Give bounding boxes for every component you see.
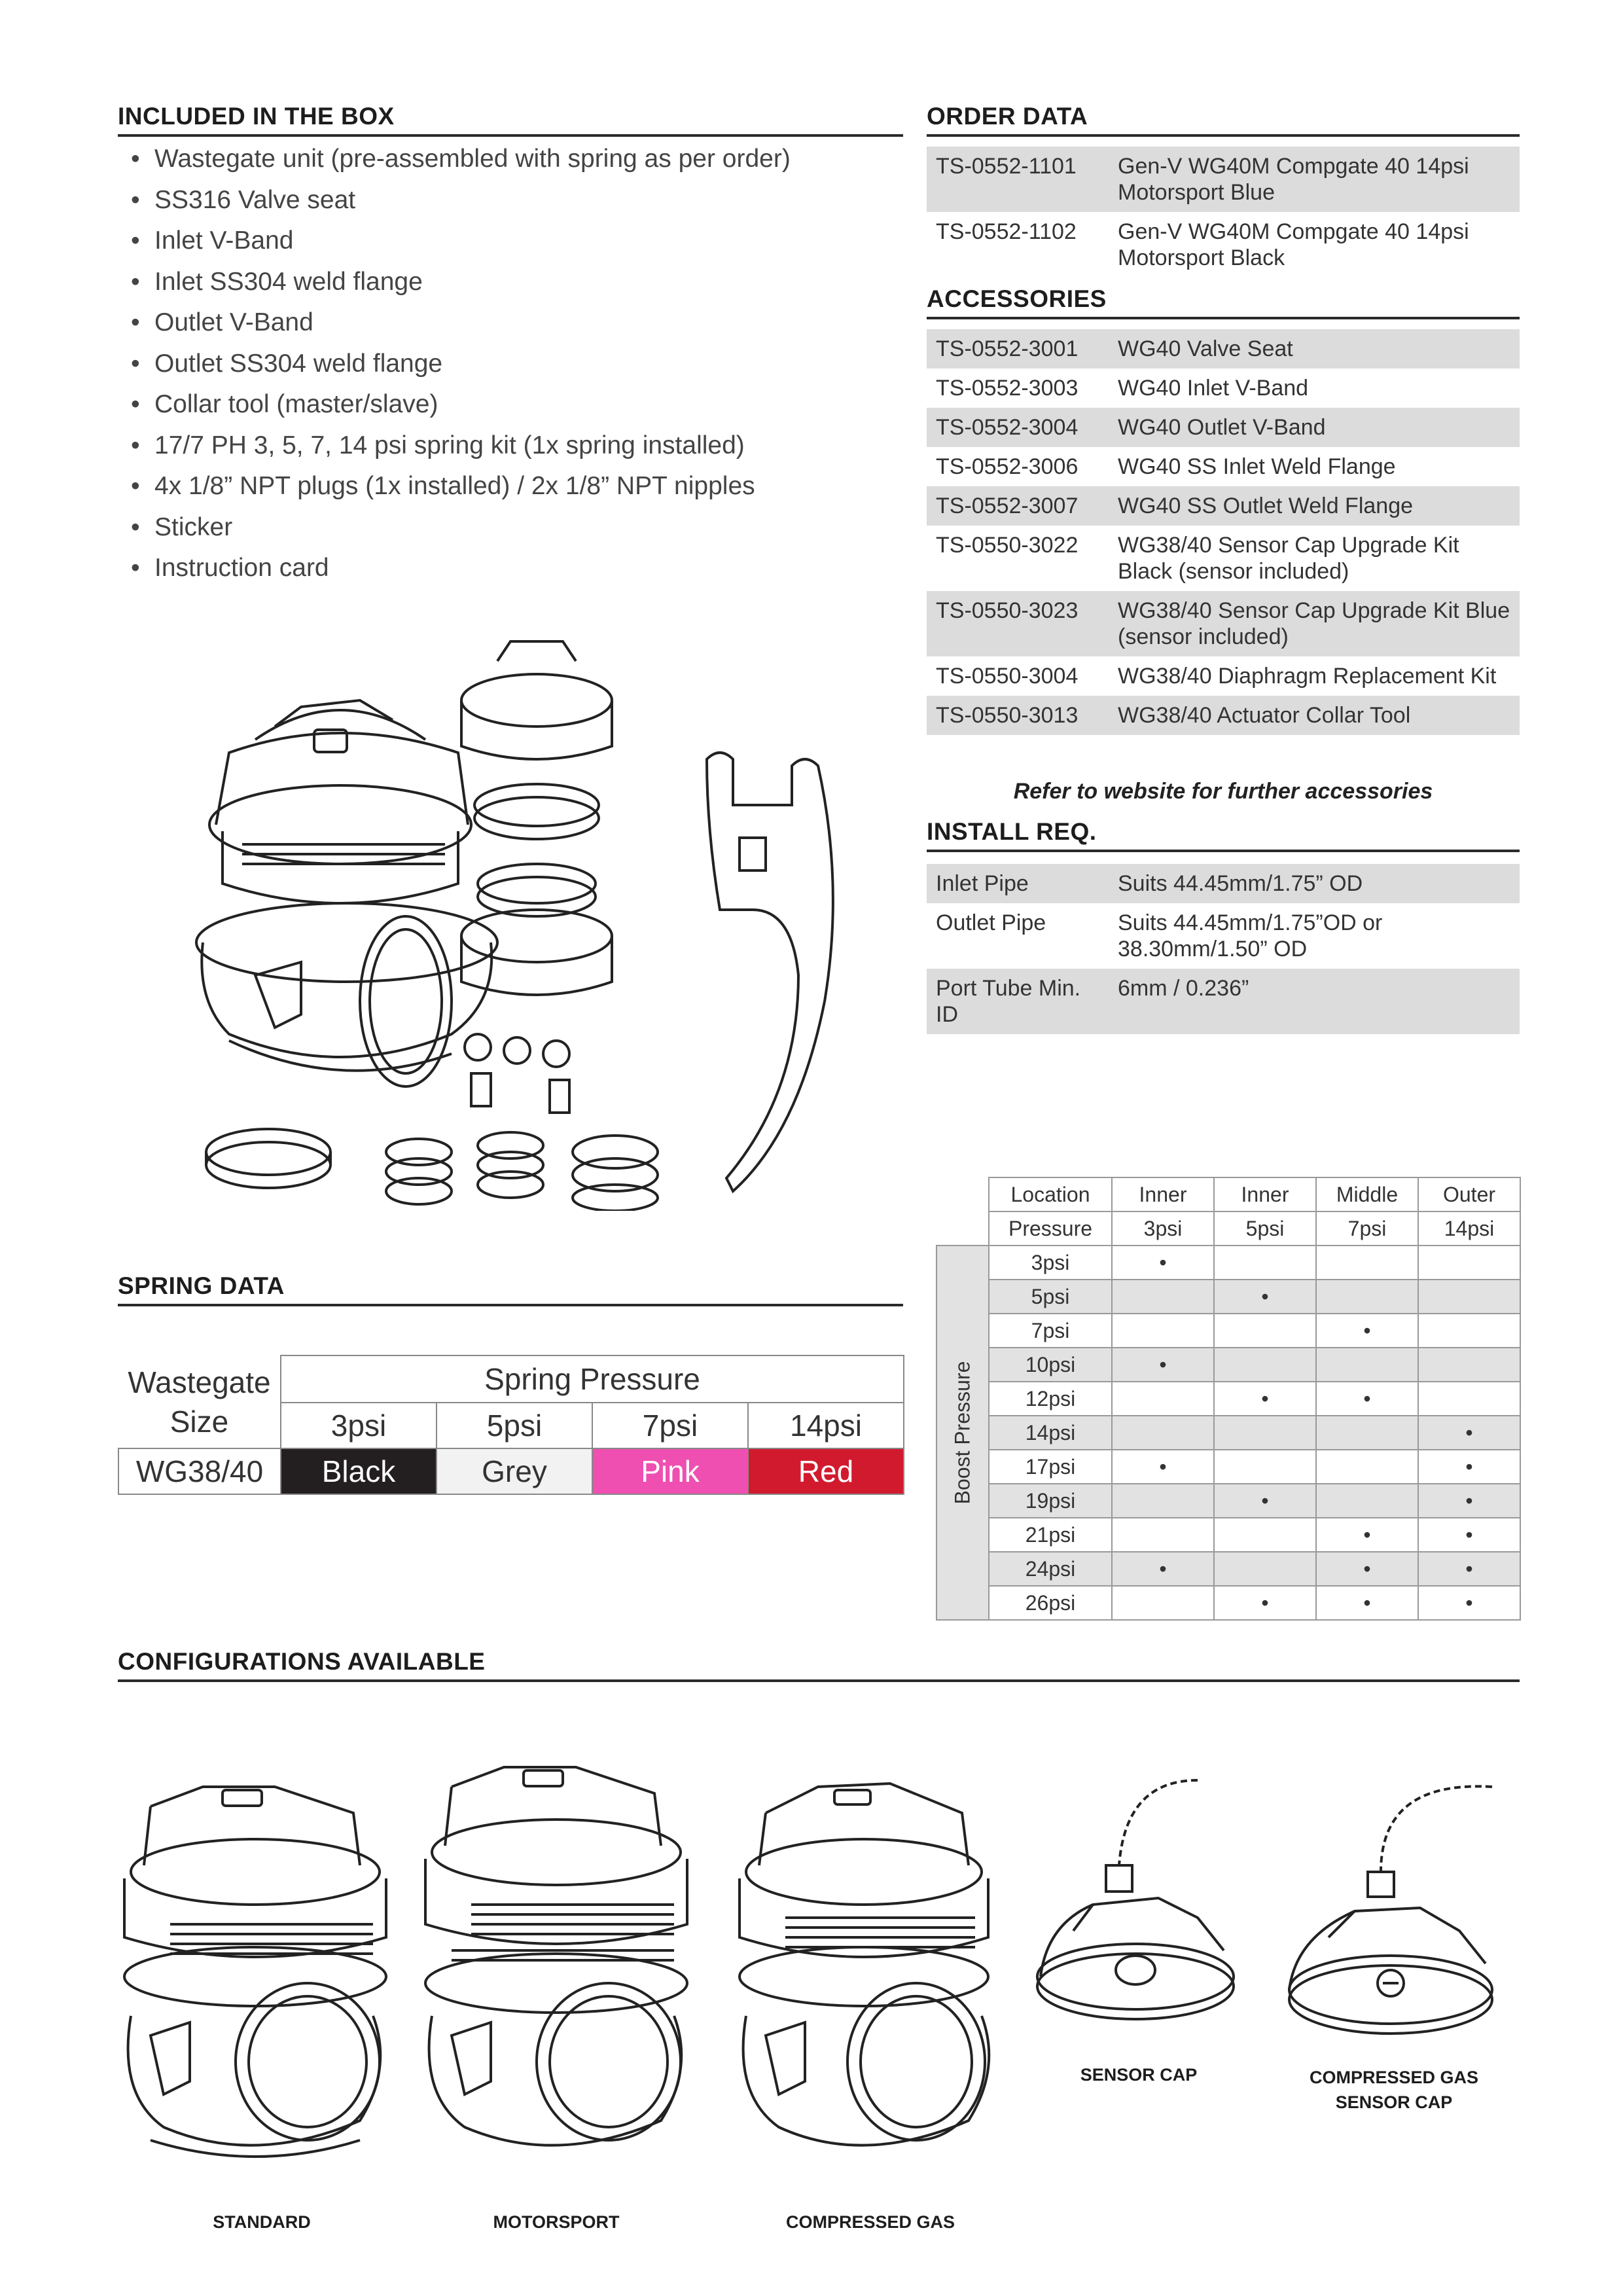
table-row (936, 1382, 1520, 1416)
boost-mark-dot: • (1112, 1552, 1214, 1586)
table-row (936, 1280, 1520, 1314)
boost-axis-label-text: Boost Pressure (950, 1361, 974, 1505)
boost-header-label: Pressure (989, 1211, 1112, 1246)
row-code: TS-0552-1102 (936, 219, 1077, 244)
boost-empty-cell (1214, 1314, 1316, 1348)
table-row (927, 526, 1520, 591)
spring-pressure-header: Spring Pressure (281, 1355, 904, 1403)
boost-mark-dot: • (1214, 1484, 1316, 1518)
boost-empty-cell (1214, 1450, 1316, 1484)
row-code: TS-0550-3022 (936, 533, 1079, 558)
spring-heading: SPRING DATA (118, 1272, 903, 1306)
spring-model: WG38/40 (118, 1448, 281, 1494)
included-item: • Sticker (131, 507, 791, 548)
row-code: TS-0552-3003 (936, 376, 1079, 401)
boost-mark-dot: • (1316, 1314, 1418, 1348)
order-table (927, 147, 1520, 278)
boost-header-cell: 5psi (1214, 1211, 1316, 1246)
install-table (927, 864, 1520, 1034)
boost-mark-dot: • (1316, 1382, 1418, 1416)
table-row (927, 969, 1520, 1034)
row-code: TS-0552-3007 (927, 486, 1109, 526)
boost-mark-dot: • (1112, 1450, 1214, 1484)
row-code: Inlet Pipe (927, 864, 1109, 903)
caption-compressed-gas-sensor-cap-line2: SENSOR CAP (1335, 2092, 1453, 2112)
boost-empty-cell (1418, 1280, 1520, 1314)
boost-header-cell: Middle (1316, 1177, 1418, 1211)
table-row (936, 1416, 1520, 1450)
row-code: TS-0552-1101 (927, 147, 1109, 212)
row-code: TS-0550-3004 (936, 664, 1079, 689)
included-item: • 17/7 PH 3, 5, 7, 14 psi spring kit (1x spring installed) (131, 425, 791, 467)
included-item: • Wastegate unit (pre-assembled with spring as per order) (131, 139, 791, 180)
included-item: • Inlet V-Band (131, 221, 791, 262)
boost-mark-dot: • (1418, 1484, 1520, 1518)
boost-row-label: 24psi (989, 1552, 1112, 1586)
wastegate-drawing-standard (111, 1754, 399, 2173)
table-row (927, 903, 1520, 969)
table-row (936, 1450, 1520, 1484)
included-item: • Outlet SS304 weld flange (131, 344, 791, 385)
boost-empty-cell (1112, 1416, 1214, 1450)
table-row (927, 329, 1520, 368)
boost-empty-cell (1316, 1484, 1418, 1518)
boost-row-label: 10psi (989, 1348, 1112, 1382)
boost-header-cell: 3psi (1112, 1211, 1214, 1246)
row-description: WG40 SS Inlet Weld Flange (1118, 454, 1396, 479)
boost-empty-cell (1418, 1314, 1520, 1348)
table-row (927, 864, 1520, 903)
wastegate-drawing-compressed-gas (726, 1754, 1001, 2173)
included-heading: INCLUDED IN THE BOX (118, 103, 903, 137)
boost-pressure-table (936, 1177, 1521, 1621)
install-heading: INSTALL REQ. (927, 818, 1520, 852)
included-list (131, 139, 791, 589)
boost-mark-dot: • (1316, 1518, 1418, 1552)
boost-row-label: 14psi (989, 1416, 1112, 1450)
wastegate-drawing-motorsport (412, 1741, 700, 2173)
boost-mark-dot: • (1214, 1586, 1316, 1620)
boost-empty-cell (1316, 1246, 1418, 1280)
boost-mark-dot: • (1418, 1518, 1520, 1552)
row-description: Gen-V WG40M Compgate 40 14psi Motorsport Black (1118, 219, 1469, 270)
row-description: WG40 Inlet V-Band (1118, 376, 1309, 401)
boost-header-cell: 14psi (1418, 1211, 1520, 1246)
table-row (936, 1586, 1520, 1620)
row-description: WG38/40 Sensor Cap Upgrade Kit Black (sensor included) (1118, 533, 1459, 584)
boost-row-label: 3psi (989, 1246, 1112, 1280)
included-item: • SS316 Valve seat (131, 180, 791, 221)
boost-header-cell: 7psi (1316, 1211, 1418, 1246)
compressed-gas-sensor-cap-drawing (1276, 1774, 1512, 2075)
boost-empty-cell (1418, 1246, 1520, 1280)
boost-empty-cell (1112, 1382, 1214, 1416)
boost-row-label: 17psi (989, 1450, 1112, 1484)
accessories-heading: ACCESSORIES (927, 285, 1520, 319)
boost-empty-cell (1214, 1348, 1316, 1382)
boost-empty-cell (1316, 1416, 1418, 1450)
wastegate-exploded-drawing (144, 635, 916, 1211)
table-row (936, 1348, 1520, 1382)
boost-row-label: 5psi (989, 1280, 1112, 1314)
row-code: TS-0550-3023 (927, 591, 1109, 656)
boost-empty-cell (1418, 1348, 1520, 1382)
boost-mark-dot: • (1214, 1280, 1316, 1314)
spring-color-3: Red (748, 1448, 904, 1494)
row-description: WG38/40 Diaphragm Replacement Kit (1118, 664, 1497, 689)
boost-header-cell: Inner (1214, 1177, 1316, 1211)
included-item: • Inlet SS304 weld flange (131, 262, 791, 303)
table-row (927, 408, 1520, 447)
row-code: Outlet Pipe (936, 910, 1046, 935)
boost-empty-cell (1316, 1450, 1418, 1484)
row-code: TS-0552-3006 (936, 454, 1079, 479)
caption-compressed-gas-sensor-cap (1276, 2065, 1512, 2115)
caption-standard: STANDARD (213, 2212, 311, 2232)
table-row (927, 147, 1520, 212)
boost-mark-dot: • (1316, 1552, 1418, 1586)
configs-heading: CONFIGURATIONS AVAILABLE (118, 1648, 1520, 1682)
row-description: Gen-V WG40M Compgate 40 14psi Motorsport Blue (1109, 147, 1520, 212)
row-description: Suits 44.45mm/1.75”OD or 38.30mm/1.50” OD (1118, 910, 1383, 961)
row-description: WG40 SS Outlet Weld Flange (1109, 486, 1520, 526)
boost-empty-cell (1316, 1280, 1418, 1314)
row-description: WG40 Valve Seat (1109, 329, 1520, 368)
boost-empty-cell (1112, 1586, 1214, 1620)
boost-empty-cell (1214, 1416, 1316, 1450)
boost-empty-cell (1316, 1348, 1418, 1382)
blank-cell (936, 1211, 989, 1246)
boost-row-label: 12psi (989, 1382, 1112, 1416)
spring-table (118, 1355, 904, 1495)
boost-empty-cell (1112, 1280, 1214, 1314)
boost-mark-dot: • (1418, 1552, 1520, 1586)
table-row (927, 368, 1520, 408)
spring-size-header: Wastegate Size (118, 1355, 281, 1448)
spring-pressure-3: 14psi (748, 1403, 904, 1448)
caption-compressed-gas-sensor-cap-line1: COMPRESSED GAS (1309, 2068, 1479, 2087)
boost-header-cell: Outer (1418, 1177, 1520, 1211)
accessories-note: Refer to website for further accessories (1013, 779, 1433, 804)
spring-color-0: Black (281, 1448, 437, 1494)
boost-row-label: 26psi (989, 1586, 1112, 1620)
row-description: WG38/40 Sensor Cap Upgrade Kit Blue (sensor included) (1109, 591, 1520, 656)
caption-sensor-cap: SENSOR CAP (1080, 2065, 1198, 2085)
spring-color-2: Pink (592, 1448, 748, 1494)
row-description: WG38/40 Actuator Collar Tool (1109, 696, 1520, 735)
table-row (936, 1246, 1520, 1280)
boost-empty-cell (1214, 1246, 1316, 1280)
caption-motorsport: MOTORSPORT (493, 2212, 620, 2232)
table-row (927, 486, 1520, 526)
table-row (927, 656, 1520, 696)
boost-empty-cell (1112, 1518, 1214, 1552)
boost-mark-dot: • (1418, 1416, 1520, 1450)
table-row (927, 591, 1520, 656)
boost-empty-cell (1112, 1314, 1214, 1348)
row-code: TS-0552-3004 (927, 408, 1109, 447)
accessories-table (927, 329, 1520, 735)
sensor-cap-drawing (1027, 1767, 1250, 2055)
table-row (927, 696, 1520, 735)
boost-header-label: Location (989, 1177, 1112, 1211)
row-code: TS-0550-3013 (927, 696, 1109, 735)
spring-pressure-2: 7psi (592, 1403, 748, 1448)
boost-axis-label (936, 1246, 989, 1620)
included-item: • Collar tool (master/slave) (131, 384, 791, 425)
boost-mark-dot: • (1214, 1382, 1316, 1416)
boost-empty-cell (1112, 1484, 1214, 1518)
caption-compressed-gas: COMPRESSED GAS (785, 2212, 955, 2232)
blank-cell (936, 1177, 989, 1211)
table-row (936, 1484, 1520, 1518)
boost-empty-cell (1214, 1552, 1316, 1586)
row-code: Port Tube Min. ID (927, 969, 1109, 1034)
spring-pressure-1: 5psi (437, 1403, 592, 1448)
included-item: • Outlet V-Band (131, 302, 791, 344)
table-row (927, 212, 1520, 278)
boost-mark-dot: • (1112, 1348, 1214, 1382)
spring-color-1: Grey (437, 1448, 592, 1494)
row-code: TS-0552-3001 (927, 329, 1109, 368)
table-row (927, 447, 1520, 486)
boost-mark-dot: • (1316, 1586, 1418, 1620)
row-description: 6mm / 0.236” (1109, 969, 1520, 1034)
spring-pressure-0: 3psi (281, 1403, 437, 1448)
boost-row-label: 21psi (989, 1518, 1112, 1552)
boost-empty-cell (1214, 1518, 1316, 1552)
included-item: • 4x 1/8” NPT plugs (1x installed) / 2x 1/8” NPT nipples (131, 466, 791, 507)
table-row (936, 1518, 1520, 1552)
boost-row-label: 19psi (989, 1484, 1112, 1518)
order-heading: ORDER DATA (927, 103, 1520, 137)
boost-mark-dot: • (1112, 1246, 1214, 1280)
table-row (936, 1552, 1520, 1586)
boost-header-cell: Inner (1112, 1177, 1214, 1211)
boost-mark-dot: • (1418, 1450, 1520, 1484)
row-description: Suits 44.45mm/1.75” OD (1109, 864, 1520, 903)
boost-mark-dot: • (1418, 1586, 1520, 1620)
row-description: WG40 Outlet V-Band (1109, 408, 1520, 447)
included-item: • Instruction card (131, 548, 791, 589)
boost-empty-cell (1418, 1382, 1520, 1416)
table-row (936, 1314, 1520, 1348)
boost-row-label: 7psi (989, 1314, 1112, 1348)
